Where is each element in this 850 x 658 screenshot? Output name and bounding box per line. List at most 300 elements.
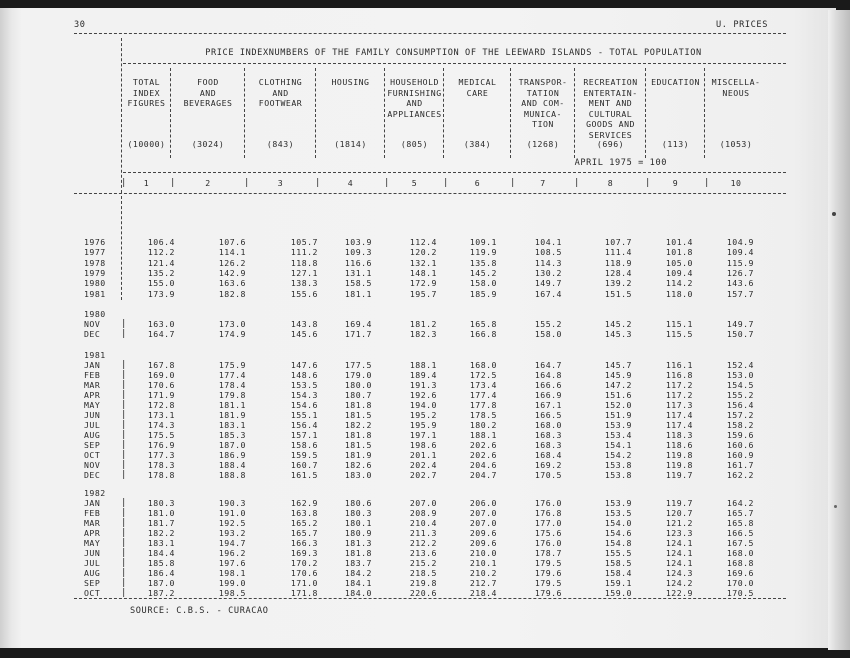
- index-value: 183.0: [344, 470, 372, 481]
- index-value: 169.4: [344, 318, 372, 329]
- index-value: 132.1: [409, 257, 437, 268]
- row-divider: |: [121, 507, 127, 518]
- index-value: 165.7: [290, 527, 318, 538]
- index-value: 160.7: [290, 460, 318, 471]
- index-value: 168.4: [534, 450, 562, 461]
- row-label: NOV: [84, 318, 101, 329]
- column-header-line: APPLIANCES: [387, 108, 442, 119]
- index-value: 148.6: [290, 369, 318, 380]
- index-value: 177.4: [469, 389, 497, 400]
- index-value: 184.1: [344, 578, 372, 589]
- index-value: 186.9: [218, 450, 246, 461]
- index-value: 219.8: [409, 578, 437, 589]
- index-value: 195.2: [409, 410, 437, 421]
- index-value: 158.0: [469, 278, 497, 289]
- index-value: 167.5: [726, 538, 754, 548]
- column-header: [123, 77, 170, 109]
- index-value: 181.5: [344, 410, 372, 421]
- index-value: 158.5: [604, 558, 632, 569]
- index-value: 218.5: [409, 568, 437, 579]
- index-value: 173.1: [147, 410, 175, 421]
- index-value: 166.6: [534, 379, 562, 390]
- index-value: 181.3: [344, 538, 372, 548]
- index-value: 192.5: [218, 517, 246, 528]
- index-value: 174.3: [147, 420, 175, 431]
- column-header-line: AND: [199, 87, 217, 98]
- index-value: 210.2: [469, 568, 497, 579]
- column-header-line: CULTURAL: [588, 108, 633, 119]
- index-value: 159.6: [726, 430, 754, 441]
- index-value: 211.3: [409, 527, 437, 538]
- column-header-line: AND: [406, 98, 423, 109]
- index-value: 114.1: [218, 247, 246, 258]
- index-value: 118.8: [290, 257, 318, 268]
- index-value: 188.4: [218, 460, 246, 471]
- index-value: 183.1: [218, 420, 246, 431]
- index-value: 193.2: [218, 527, 246, 538]
- index-value: 188.1: [469, 430, 497, 441]
- row-divider: |: [121, 369, 127, 380]
- index-value: 159.0: [604, 588, 632, 599]
- index-value: 206.0: [469, 497, 497, 508]
- row-divider: |: [121, 588, 127, 599]
- index-value: 163.8: [290, 507, 318, 518]
- index-value: 188.8: [218, 470, 246, 481]
- column-divider: |: [704, 178, 710, 188]
- index-value: 114.3: [534, 257, 562, 268]
- index-value: 168.8: [726, 558, 754, 569]
- index-value: 107.7: [604, 237, 632, 247]
- index-value: 192.6: [409, 389, 437, 400]
- index-value: 170.2: [290, 558, 318, 569]
- index-value: 210.1: [469, 558, 497, 569]
- index-value: 180.0: [344, 379, 372, 390]
- index-value: 173.0: [218, 318, 246, 329]
- index-value: 116.6: [344, 257, 372, 268]
- column-number: 10: [730, 178, 742, 188]
- index-value: 120.2: [409, 247, 437, 258]
- index-value: 153.4: [604, 430, 632, 441]
- index-value: 157.7: [726, 288, 754, 299]
- column-number: 4: [347, 178, 354, 188]
- index-value: 154.3: [290, 389, 318, 400]
- index-value: 178.7: [534, 548, 562, 559]
- index-value: 185.8: [147, 558, 175, 569]
- column-header-line: GOODS AND: [586, 119, 635, 130]
- index-value: 181.8: [344, 548, 372, 559]
- index-value: 165.8: [726, 517, 754, 528]
- index-value: 187.2: [147, 588, 175, 599]
- column-header: [512, 77, 574, 130]
- column-header-line: TOTAL: [132, 77, 161, 87]
- row-divider: |: [121, 410, 127, 421]
- row-divider: |: [121, 538, 127, 548]
- index-value: 158.4: [604, 568, 632, 579]
- index-value: 168.3: [534, 430, 562, 441]
- index-value: 171.7: [344, 328, 372, 339]
- index-value: 198.6: [409, 440, 437, 451]
- index-value: 177.3: [147, 450, 175, 461]
- index-value: 180.6: [344, 497, 372, 508]
- index-value: 108.5: [534, 247, 562, 258]
- index-value: 109.3: [344, 247, 372, 258]
- index-value: 191.0: [218, 507, 246, 518]
- column-weight: (696): [596, 139, 625, 149]
- index-value: 177.4: [218, 369, 246, 380]
- index-value: 182.2: [147, 527, 175, 538]
- year-heading: 1980: [84, 309, 106, 319]
- row-label: 1980: [84, 278, 106, 289]
- index-value: 109.1: [469, 237, 497, 247]
- column-number: 9: [672, 178, 679, 188]
- index-value: 119.7: [665, 497, 693, 508]
- index-value: 124.1: [665, 538, 693, 548]
- row-label: 1981: [84, 288, 106, 299]
- top-rule: [74, 33, 786, 34]
- index-value: 218.4: [469, 588, 497, 599]
- index-value: 176.0: [534, 538, 562, 548]
- index-value: 154.1: [604, 440, 632, 451]
- index-value: 150.7: [726, 328, 754, 339]
- index-value: 119.8: [665, 450, 693, 461]
- index-value: 181.1: [218, 400, 246, 410]
- index-value: 190.3: [218, 497, 246, 508]
- index-value: 198.1: [218, 568, 246, 579]
- index-value: 169.0: [147, 369, 175, 380]
- base-period: APRIL 1975 = 100: [574, 158, 667, 168]
- index-value: 170.5: [534, 470, 562, 481]
- index-value: 124.3: [665, 568, 693, 579]
- index-value: 191.3: [409, 379, 437, 390]
- index-value: 183.1: [147, 538, 175, 548]
- index-value: 155.1: [290, 410, 318, 421]
- index-value: 181.2: [409, 318, 437, 329]
- index-value: 152.0: [604, 400, 632, 410]
- column-header-line: NEOUS: [722, 87, 750, 98]
- row-label: SEP: [84, 578, 101, 589]
- index-value: 119.9: [469, 247, 497, 258]
- column-divider: |: [443, 178, 449, 188]
- column-header-line: AND COM-: [521, 98, 565, 109]
- index-value: 121.2: [665, 517, 693, 528]
- column-header-line: ENTERTAIN-: [583, 87, 638, 98]
- index-value: 207.0: [409, 497, 437, 508]
- index-value: 180.9: [344, 527, 372, 538]
- index-value: 201.1: [409, 450, 437, 461]
- index-value: 168.0: [726, 548, 754, 559]
- index-value: 155.2: [726, 389, 754, 400]
- index-value: 177.0: [534, 517, 562, 528]
- index-value: 176.9: [147, 440, 175, 451]
- index-value: 179.8: [218, 389, 246, 400]
- column-header-line: CARE: [466, 87, 489, 98]
- row-label: FEB: [84, 507, 101, 518]
- index-value: 157.2: [726, 410, 754, 421]
- row-label: SEP: [84, 440, 101, 451]
- left-border: [121, 196, 122, 300]
- index-value: 197.1: [409, 430, 437, 441]
- index-value: 208.9: [409, 507, 437, 518]
- index-value: 138.3: [290, 278, 318, 289]
- index-value: 171.8: [290, 588, 318, 599]
- index-value: 164.8: [534, 369, 562, 380]
- index-value: 181.5: [344, 440, 372, 451]
- index-value: 106.4: [147, 237, 175, 247]
- index-value: 118.6: [665, 440, 693, 451]
- index-value: 118.3: [665, 430, 693, 441]
- index-value: 166.3: [290, 538, 318, 548]
- index-value: 123.3: [665, 527, 693, 538]
- column-weight: (1814): [334, 139, 367, 149]
- index-value: 126.2: [218, 257, 246, 268]
- index-value: 154.8: [604, 538, 632, 548]
- column-header-line: HOUSEHOLD: [390, 77, 439, 87]
- column-header-line: FOOTWEAR: [258, 98, 303, 109]
- index-value: 116.8: [665, 369, 693, 380]
- index-value: 145.2: [604, 318, 632, 329]
- header-rule: [123, 172, 786, 173]
- index-value: 151.5: [604, 288, 632, 299]
- index-value: 198.5: [218, 588, 246, 599]
- page-edge-mark: [834, 505, 837, 508]
- row-divider: |: [121, 470, 127, 481]
- row-label: JUN: [84, 410, 101, 421]
- row-label: APR: [84, 389, 101, 400]
- table-title: PRICE INDEXNUMBERS OF THE FAMILY CONSUMPTION OF THE LEEWARD ISLANDS - TOTAL POPULATION: [205, 48, 702, 58]
- index-value: 167.1: [534, 400, 562, 410]
- index-value: 167.4: [534, 288, 562, 299]
- index-value: 185.3: [218, 430, 246, 441]
- index-value: 160.9: [726, 450, 754, 461]
- index-value: 168.3: [534, 440, 562, 451]
- column-header-line: EDUCATION: [651, 77, 700, 87]
- index-value: 153.8: [604, 470, 632, 481]
- index-value: 177.8: [469, 400, 497, 410]
- index-value: 145.2: [469, 267, 497, 278]
- index-value: 114.2: [665, 278, 693, 289]
- year-heading: 1982: [84, 488, 106, 498]
- row-label: OCT: [84, 450, 101, 461]
- index-value: 167.8: [147, 359, 175, 370]
- column-weight: (10000): [127, 139, 166, 149]
- title-rule: [123, 63, 786, 64]
- index-value: 204.7: [469, 470, 497, 481]
- left-border: [121, 38, 122, 193]
- column-divider: |: [315, 178, 321, 188]
- column-header: [172, 77, 244, 109]
- index-value: 159.5: [290, 450, 318, 461]
- index-value: 166.5: [534, 410, 562, 421]
- index-value: 165.8: [469, 318, 497, 329]
- row-divider: |: [121, 460, 127, 471]
- row-divider: |: [121, 328, 127, 339]
- row-label: AUG: [84, 430, 101, 441]
- index-value: 112.2: [147, 247, 175, 258]
- index-value: 124.1: [665, 548, 693, 559]
- index-value: 131.1: [344, 267, 372, 278]
- index-value: 158.5: [344, 278, 372, 289]
- index-value: 179.5: [534, 558, 562, 569]
- column-header-line: MISCELLA-: [711, 77, 761, 87]
- row-label: 1979: [84, 267, 106, 278]
- column-weight: (805): [400, 139, 429, 149]
- index-value: 115.5: [665, 328, 693, 339]
- index-value: 105.0: [665, 257, 693, 268]
- index-value: 155.2: [534, 318, 562, 329]
- index-value: 209.6: [469, 538, 497, 548]
- column-divider: [704, 68, 705, 158]
- index-value: 184.2: [344, 568, 372, 579]
- index-value: 188.1: [409, 359, 437, 370]
- column-header-line: FOOD: [197, 77, 219, 87]
- index-value: 197.6: [218, 558, 246, 569]
- source-note: SOURCE: C.B.S. - CURACAO: [130, 606, 269, 616]
- index-value: 153.8: [604, 460, 632, 471]
- column-number: 5: [411, 178, 418, 188]
- index-value: 169.2: [534, 460, 562, 471]
- column-divider: [384, 68, 385, 158]
- column-header-line: MENT AND: [588, 98, 633, 109]
- index-value: 154.6: [604, 527, 632, 538]
- bottom-rule: [74, 598, 786, 599]
- index-value: 175.6: [534, 527, 562, 538]
- index-value: 184.4: [147, 548, 175, 559]
- index-value: 118.0: [665, 288, 693, 299]
- index-value: 179.6: [534, 588, 562, 599]
- index-value: 180.7: [344, 389, 372, 400]
- index-value: 162.9: [290, 497, 318, 508]
- index-value: 149.7: [726, 318, 754, 329]
- column-number: 7: [540, 178, 546, 188]
- index-value: 176.8: [534, 507, 562, 518]
- index-value: 145.9: [604, 369, 632, 380]
- row-label: 1976: [84, 237, 106, 247]
- column-number: 6: [474, 178, 481, 188]
- index-value: 142.9: [218, 267, 246, 278]
- index-value: 117.4: [665, 410, 693, 421]
- index-value: 154.5: [726, 379, 754, 390]
- index-value: 175.9: [218, 359, 246, 370]
- index-value: 130.2: [534, 267, 562, 278]
- row-divider: |: [121, 450, 127, 461]
- index-value: 147.6: [290, 359, 318, 370]
- index-value: 158.6: [290, 440, 318, 451]
- index-value: 202.4: [409, 460, 437, 471]
- column-header-line: INDEX: [132, 87, 161, 98]
- index-value: 212.2: [409, 538, 437, 548]
- index-value: 163.0: [147, 318, 175, 329]
- index-value: 170.6: [147, 379, 175, 390]
- column-divider: |: [510, 178, 516, 188]
- index-value: 122.9: [665, 588, 693, 599]
- row-label: FEB: [84, 369, 101, 380]
- column-number: 2: [205, 178, 211, 188]
- row-divider: |: [121, 440, 127, 451]
- column-divider: [170, 68, 171, 158]
- index-value: 117.3: [665, 400, 693, 410]
- section-title: U. PRICES: [716, 20, 768, 30]
- index-value: 202.7: [409, 470, 437, 481]
- index-value: 180.2: [469, 420, 497, 431]
- index-value: 166.9: [534, 389, 562, 400]
- index-value: 143.6: [726, 278, 754, 289]
- index-value: 178.5: [469, 410, 497, 421]
- index-value: 117.4: [665, 420, 693, 431]
- column-weight: (384): [463, 139, 492, 149]
- column-header: [647, 77, 704, 88]
- row-label: JUL: [84, 420, 101, 431]
- index-value: 173.4: [469, 379, 497, 390]
- index-value: 160.6: [726, 440, 754, 451]
- index-value: 169.6: [726, 568, 754, 579]
- row-divider: |: [121, 318, 127, 329]
- index-value: 109.4: [665, 267, 693, 278]
- index-value: 155.0: [147, 278, 175, 289]
- column-header-line: TATION: [526, 87, 560, 98]
- column-header-line: SERVICES: [588, 129, 633, 140]
- page-number: 30: [74, 20, 86, 30]
- index-value: 104.9: [726, 237, 754, 247]
- book-binding: [828, 10, 850, 650]
- index-value: 148.1: [409, 267, 437, 278]
- index-value: 154.0: [604, 517, 632, 528]
- index-value: 172.8: [147, 400, 175, 410]
- index-value: 196.2: [218, 548, 246, 559]
- index-value: 212.7: [469, 578, 497, 589]
- index-value: 185.9: [469, 288, 497, 299]
- index-value: 145.7: [604, 359, 632, 370]
- index-value: 119.8: [665, 460, 693, 471]
- column-header: [576, 77, 645, 141]
- index-value: 103.9: [344, 237, 372, 247]
- index-value: 179.5: [534, 578, 562, 589]
- index-value: 170.6: [290, 568, 318, 579]
- index-value: 166.5: [726, 527, 754, 538]
- index-value: 164.7: [147, 328, 175, 339]
- index-value: 159.1: [604, 578, 632, 589]
- index-value: 177.5: [344, 359, 372, 370]
- column-divider: |: [384, 178, 390, 188]
- index-value: 172.5: [469, 369, 497, 380]
- index-value: 166.8: [469, 328, 497, 339]
- row-label: JUL: [84, 558, 101, 569]
- column-number-rule: [74, 193, 786, 194]
- column-header-line: MEDICAL: [458, 77, 497, 87]
- index-value: 139.2: [604, 278, 632, 289]
- column-weight: (3024): [191, 139, 225, 149]
- index-value: 194.7: [218, 538, 246, 548]
- index-value: 180.1: [344, 517, 372, 528]
- index-value: 165.2: [290, 517, 318, 528]
- index-value: 145.6: [290, 328, 318, 339]
- row-divider: |: [121, 517, 127, 528]
- index-value: 179.6: [534, 568, 562, 579]
- index-value: 179.0: [344, 369, 372, 380]
- column-weight: (1053): [719, 139, 753, 149]
- index-value: 170.0: [726, 578, 754, 589]
- row-label: DEC: [84, 328, 101, 339]
- index-value: 181.0: [147, 507, 175, 518]
- row-divider: |: [121, 497, 127, 508]
- index-value: 181.8: [344, 430, 372, 441]
- index-value: 111.2: [290, 247, 318, 258]
- index-value: 207.0: [469, 517, 497, 528]
- index-value: 202.6: [469, 450, 497, 461]
- index-value: 156.4: [290, 420, 318, 431]
- index-value: 107.6: [218, 237, 246, 247]
- index-value: 164.2: [726, 497, 754, 508]
- index-value: 172.9: [409, 278, 437, 289]
